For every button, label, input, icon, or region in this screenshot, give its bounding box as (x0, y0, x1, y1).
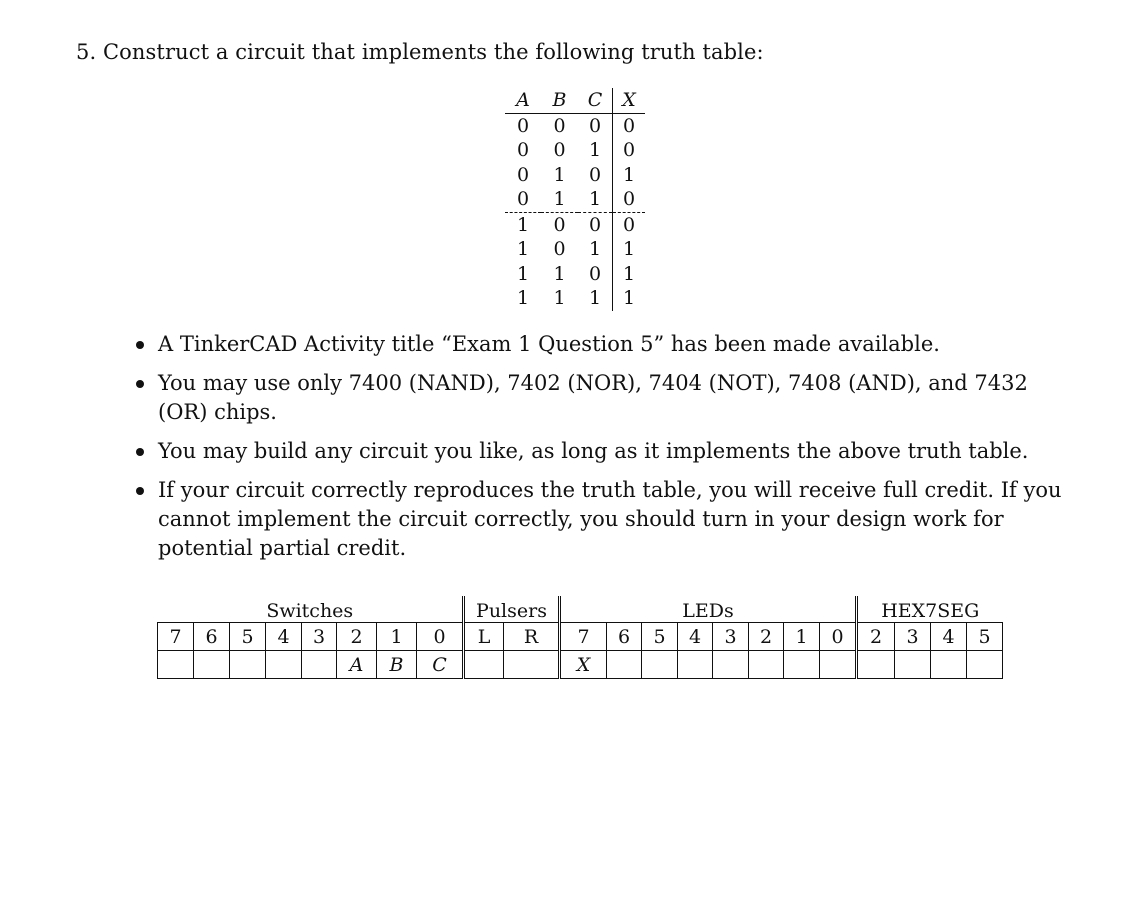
hex-number: 2 (857, 623, 895, 651)
bullet-icon (136, 380, 144, 388)
io-assignment-table (157, 596, 1003, 679)
instruction-item (131, 437, 1066, 466)
switch-number: 1 (377, 623, 417, 651)
pulser-assignment (464, 651, 504, 679)
leds-header: LEDs (682, 600, 734, 622)
cell-a: 1 (516, 238, 530, 261)
switch-number: 6 (194, 623, 230, 651)
hex-number: 4 (931, 623, 967, 651)
table-row (505, 163, 645, 188)
switch-assignment: B (377, 651, 417, 679)
switch-number: 3 (302, 623, 337, 651)
cell-c: 1 (588, 287, 602, 310)
pulser-number: R (504, 623, 560, 651)
switch-assignment: C (417, 651, 464, 679)
cell-c: 0 (588, 262, 602, 285)
table-row (505, 138, 645, 163)
cell-x: 0 (613, 138, 646, 163)
led-assignment (749, 651, 784, 679)
instructions-list (131, 330, 1066, 573)
io-group-header-row (158, 596, 1003, 623)
header-x: X (613, 88, 646, 113)
cell-b: 1 (553, 287, 566, 310)
cell-b: 1 (553, 262, 566, 285)
cell-c: 1 (588, 238, 602, 261)
led-number: 0 (820, 623, 857, 651)
switch-assignment (302, 651, 337, 679)
hex7seg-header: HEX7SEG (857, 596, 1003, 623)
hex-assignment (857, 651, 895, 679)
cell-x: 1 (613, 262, 646, 287)
switch-number: 0 (417, 623, 464, 651)
cell-b: 1 (553, 188, 566, 211)
led-number: 7 (560, 623, 607, 651)
switch-number: 7 (158, 623, 194, 651)
header-a: A (505, 88, 541, 113)
switch-assignment (194, 651, 230, 679)
led-number: 6 (607, 623, 642, 651)
bullet-icon (136, 487, 144, 495)
cell-c: 0 (578, 212, 613, 237)
cell-c: 0 (588, 114, 602, 137)
hex-number: 3 (895, 623, 931, 651)
cell-b: 0 (553, 238, 566, 261)
cell-a: 0 (516, 139, 530, 162)
instruction-text: You may build any circuit you like, as long as it implements the above truth table. (158, 439, 1029, 463)
bullet-icon (136, 448, 144, 456)
truth-table (505, 88, 645, 311)
led-assignment (678, 651, 713, 679)
led-assignment (713, 651, 749, 679)
instruction-text: You may use only 7400 (NAND), 7402 (NOR), 7404 (NOT), 7408 (AND), and 7432 (OR) chips. (158, 371, 1028, 424)
cell-b: 1 (553, 163, 566, 186)
switch-number: 4 (266, 623, 302, 651)
header-c: C (578, 88, 613, 113)
led-number: 1 (784, 623, 820, 651)
cell-c: 1 (588, 139, 602, 162)
instruction-text: If your circuit correctly reproduces the truth table, you will receive full credit. If you cannot implement the circuit correctly, you should turn in your design work for potential partial credit. (158, 478, 1062, 560)
cell-x: 0 (613, 113, 646, 138)
led-assignment (784, 651, 820, 679)
instruction-item (131, 476, 1066, 563)
pulser-number: L (464, 623, 504, 651)
header-b: B (541, 88, 578, 113)
cell-a: 0 (516, 114, 530, 137)
pulser-assignment (504, 651, 560, 679)
led-number: 5 (642, 623, 678, 651)
table-row (505, 262, 645, 287)
io-number-row (158, 623, 1003, 651)
hex-assignment (967, 651, 1003, 679)
led-number: 2 (749, 623, 784, 651)
bullet-icon (136, 341, 144, 349)
switch-assignment (158, 651, 194, 679)
led-number: 4 (678, 623, 713, 651)
hex-number: 5 (967, 623, 1003, 651)
cell-x: 0 (613, 212, 646, 237)
switch-assignment (230, 651, 266, 679)
switch-assignment (266, 651, 302, 679)
led-assignment (642, 651, 678, 679)
cell-a: 1 (516, 262, 530, 285)
hex-assignment (931, 651, 967, 679)
switch-number: 5 (230, 623, 266, 651)
cell-x: 1 (613, 286, 646, 311)
table-row (505, 113, 645, 138)
cell-a: 1 (505, 212, 541, 237)
switch-number: 2 (337, 623, 377, 651)
question-text: 5. Construct a circuit that implements the following truth table: (76, 40, 764, 64)
truth-table-header-row (505, 88, 645, 113)
cell-x: 0 (613, 187, 646, 212)
table-row (505, 212, 645, 237)
switch-assignment: A (337, 651, 377, 679)
led-assignment: X (560, 651, 607, 679)
cell-x: 1 (613, 163, 646, 188)
led-number: 3 (713, 623, 749, 651)
cell-x: 1 (613, 237, 646, 262)
table-row (505, 286, 645, 311)
instruction-item (131, 330, 1066, 359)
io-assignment-row (158, 651, 1003, 679)
led-assignment (820, 651, 857, 679)
cell-a: 1 (516, 287, 530, 310)
instruction-text: A TinkerCAD Activity title “Exam 1 Question 5” has been made available. (158, 332, 940, 356)
pulsers-header: Pulsers (464, 596, 560, 623)
cell-b: 0 (553, 139, 566, 162)
cell-c: 1 (588, 188, 602, 211)
table-row (505, 237, 645, 262)
cell-b: 0 (553, 114, 566, 137)
instruction-item (131, 369, 1066, 427)
switches-header: Switches (266, 600, 354, 622)
cell-b: 0 (541, 212, 578, 237)
cell-a: 0 (516, 163, 530, 186)
cell-a: 0 (516, 188, 530, 211)
table-row (505, 187, 645, 212)
led-assignment (607, 651, 642, 679)
hex-assignment (895, 651, 931, 679)
cell-c: 0 (588, 163, 602, 186)
